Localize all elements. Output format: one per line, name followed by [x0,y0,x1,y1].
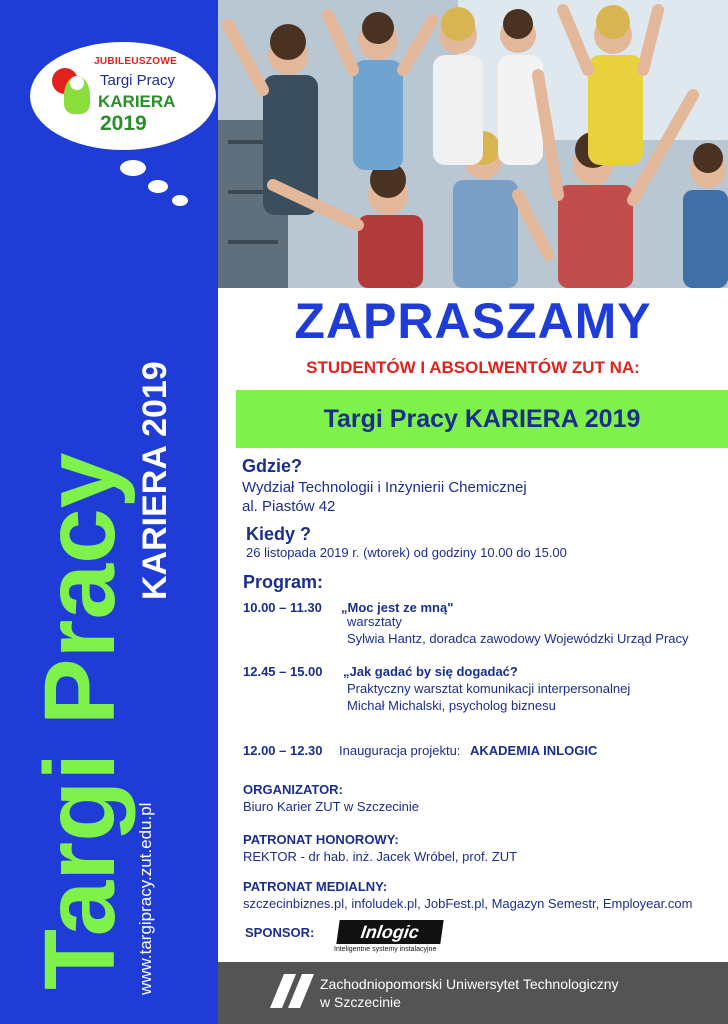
program-item-detail: Praktyczny warsztat komunikacji interpersonalnej [347,681,631,696]
program-item-time: 10.00 – 11.30 [243,600,322,615]
program-item-detail: Michał Michalski, psycholog biznesu [347,698,556,713]
inlogic-tagline: Inteligentne systemy instalacyjne [334,946,437,953]
bubble-dot [170,193,190,208]
program-item-title: „Moc jest ze mną" [341,600,454,615]
badge-targi: Targi Pracy [100,72,176,89]
left-sidebar [0,0,218,1024]
program-item-detail: warsztaty [347,614,402,629]
footer-university: Zachodniopomorski Uniwersytet Technologiczny [320,976,619,992]
footer-city: w Szczecinie [320,994,401,1010]
footer [218,962,728,1024]
when-label: Kiedy ? [246,524,312,544]
vertical-subtitle: KARIERA 2019 [136,361,174,600]
headline: ZAPRASZAMY [294,293,652,349]
students-photo [218,0,728,288]
sponsor-label: SPONSOR: [245,925,315,940]
photo-illustration [218,0,728,288]
zut-logo-icon [270,974,318,1008]
organizer-label: ORGANIZATOR: [243,782,343,797]
subheadline: STUDENTÓW I ABSOLWENTÓW ZUT NA: [306,358,640,377]
program-item-time: 12.00 – 12.30 [243,743,323,758]
badge-jubilee: JUBILEUSZOWE [94,56,178,67]
organizer-text: Biuro Karier ZUT w Szczecinie [243,799,420,814]
where-line1: Wydział Technologii i Inżynierii Chemicznej [242,479,527,496]
bubble-dot [118,158,148,178]
logo-figure-icon [70,76,84,90]
program-item-highlight: AKADEMIA INLOGIC [470,743,598,758]
website-url[interactable]: www.targipracy.zut.edu.pl [136,802,155,995]
program-label: Program: [243,572,324,592]
bubble-dot [146,178,170,195]
event-banner [236,390,728,448]
event-banner-text: Targi Pracy KARIERA 2019 [323,405,641,433]
honorary-label: PATRONAT HONOROWY: [243,832,399,847]
media-text: szczecinbiznes.pl, infoludek.pl, JobFest.pl, Magazyn Semestr, Employear.com [243,896,693,911]
speech-bubble-badge [28,40,218,152]
where-line2: al. Piastów 42 [242,498,336,515]
badge-year: 2019 [100,112,147,135]
program-item-detail: Sylwia Hantz, doradca zawodowy Wojewódzki Urząd Pracy [347,631,689,646]
where-label: Gdzie? [242,456,303,476]
program-item-text: Inauguracja projektu: [339,743,461,758]
program-item-time: 12.45 – 15.00 [243,664,323,679]
vertical-title: Targi Pracy [24,452,136,990]
when-text: 26 listopada 2019 r. (wtorek) od godziny 10.00 do 15.00 [246,545,567,560]
inlogic-logo: Inlogic [336,920,443,944]
media-label: PATRONAT MEDIALNY: [243,879,388,894]
badge-kariera: KARIERA [98,92,176,111]
program-item-title: „Jak gadać by się dogadać? [343,664,518,679]
honorary-text: REKTOR - dr hab. inż. Jacek Wróbel, prof. ZUT [243,849,518,864]
